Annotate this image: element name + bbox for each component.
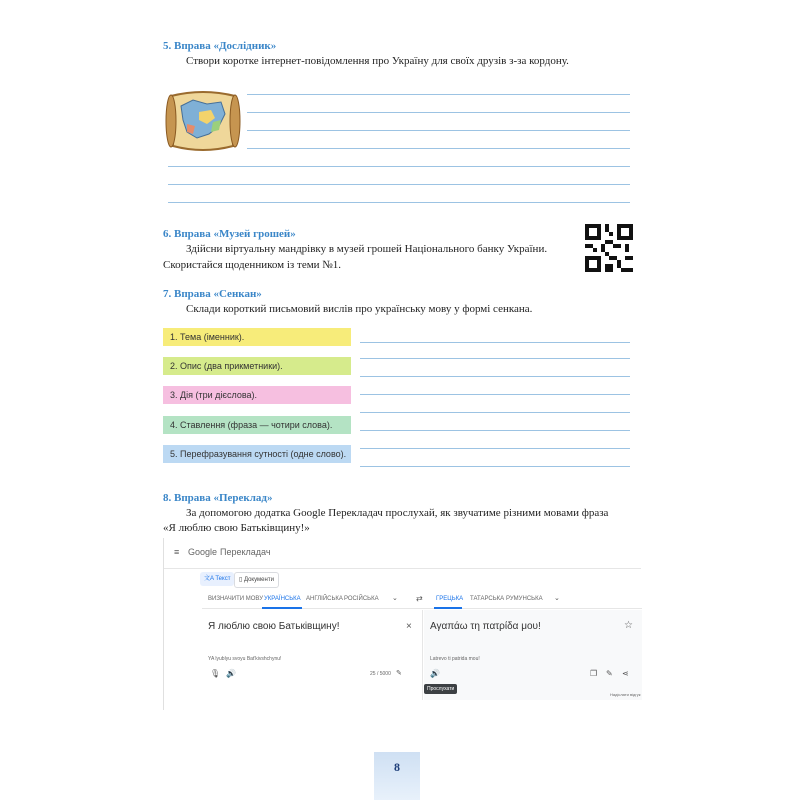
char-count: 25 / 5000	[370, 671, 391, 677]
writing-line	[360, 376, 630, 377]
document-icon: ▯	[239, 577, 244, 583]
ex5-text: Створи коротке інтернет-повідомлення про Україну для своїх друзів з-за кордону.	[186, 55, 569, 67]
menu-icon[interactable]: ≡	[174, 547, 180, 557]
writing-line	[360, 358, 630, 359]
mode-text-button[interactable]: 文A Текст	[200, 572, 234, 586]
senkan-label-topic: 1. Тема (іменник).	[163, 328, 351, 346]
writing-line	[247, 112, 630, 113]
star-icon[interactable]: ☆	[624, 620, 633, 631]
text-mode-icon: 文A	[204, 576, 216, 582]
tgt-lang-tatar[interactable]: ТАТАРСЬКА	[470, 596, 505, 602]
product-name: Перекладач	[220, 547, 271, 557]
writing-line	[168, 202, 630, 203]
tgt-lang-greek[interactable]: ГРЕЦЬКА	[436, 596, 464, 602]
writing-line	[247, 148, 630, 149]
senkan-label-description: 2. Опис (два прикметники).	[163, 357, 351, 375]
target-speaker-icon[interactable]: 🔊	[430, 669, 440, 678]
writing-line	[360, 448, 630, 449]
writing-line	[360, 466, 630, 467]
ex6-text-line1: Здійсни віртуальну мандрівку в музей грошей Національного банку України.	[186, 243, 548, 255]
ex6-text-line2: Скористайся щоденником із теми №1.	[163, 259, 342, 271]
microphone-icon[interactable]: 🎙	[210, 669, 221, 678]
ex5-heading: 5. Вправа «Дослідник»	[163, 40, 277, 52]
google-logo: Google	[188, 547, 218, 557]
writing-line	[168, 166, 630, 167]
writing-line	[168, 184, 630, 185]
source-text[interactable]: Я люблю свою Батьківщину!	[208, 621, 340, 632]
source-lang-dropdown-icon[interactable]: ⌄	[392, 595, 398, 602]
writing-line	[360, 412, 630, 413]
ex8-heading: 8. Вправа «Переклад»	[163, 492, 273, 504]
tgt-lang-romanian[interactable]: РУМУНСЬКА	[506, 596, 543, 602]
ex7-heading: 7. Вправа «Сенкан»	[163, 288, 262, 300]
writing-line	[360, 342, 630, 343]
clear-text-icon[interactable]: ×	[406, 621, 412, 632]
listen-tooltip: Прослухати	[424, 684, 457, 694]
ex7-text: Склади короткий письмовий вислів про українську мову у формі сенкана.	[186, 303, 533, 315]
ex8-text-line1: За допомогою додатка Google Перекладач прослухай, як звучатиме різними мовами фраза	[186, 507, 609, 519]
google-translate-screenshot	[163, 538, 641, 710]
mode-docs-button[interactable]: ▯ Документи	[234, 572, 279, 588]
share-icon[interactable]: ⋖	[622, 669, 629, 678]
ex8-text-line2: «Я люблю свою Батьківщину!»	[163, 522, 310, 534]
page-number: 8	[394, 760, 400, 774]
translate-header	[164, 538, 641, 569]
edit-icon[interactable]: ✎	[606, 669, 613, 678]
swap-languages-icon[interactable]: ⇄	[416, 594, 423, 603]
src-lang-english[interactable]: АНГЛІЙСЬКА	[306, 596, 343, 602]
europe-map-scroll-illustration	[163, 86, 243, 156]
writing-line	[360, 394, 630, 395]
writing-line	[247, 94, 630, 95]
target-lang-dropdown-icon[interactable]: ⌄	[554, 595, 560, 602]
speaker-icon[interactable]: 🔊	[226, 669, 236, 678]
writing-line	[247, 130, 630, 131]
page-number-tab	[374, 752, 420, 800]
handwriting-icon[interactable]: ✎	[396, 670, 402, 677]
copy-icon[interactable]: ❐	[590, 669, 598, 678]
senkan-label-essence: 5. Перефразування сутності (одне слово).	[163, 445, 351, 463]
src-lang-russian[interactable]: РОСІЙСЬКА	[344, 596, 379, 602]
src-lang-selected-indicator	[262, 607, 302, 609]
target-transliteration: Latrevo ti patrida mou!	[430, 656, 480, 662]
source-transliteration: YA lyublyu svoyu Bat'kivshchynu!	[208, 656, 282, 662]
src-lang-detect[interactable]: ВИЗНАЧИТИ МОВУ	[208, 596, 264, 602]
tgt-lang-selected-indicator	[434, 607, 462, 609]
target-text: Αγαπάω τη πατρίδα μου!	[430, 621, 541, 632]
qr-code[interactable]	[585, 224, 633, 272]
ex6-heading: 6. Вправа «Музей грошей»	[163, 228, 296, 240]
writing-line	[360, 430, 630, 431]
senkan-label-action: 3. Дія (три дієслова).	[163, 386, 351, 404]
src-lang-ukrainian[interactable]: УКРАЇНСЬКА	[264, 596, 301, 602]
senkan-label-attitude: 4. Ставлення (фраза — чотири слова).	[163, 416, 351, 434]
send-feedback-link[interactable]: Надіслати відгук	[610, 692, 641, 697]
